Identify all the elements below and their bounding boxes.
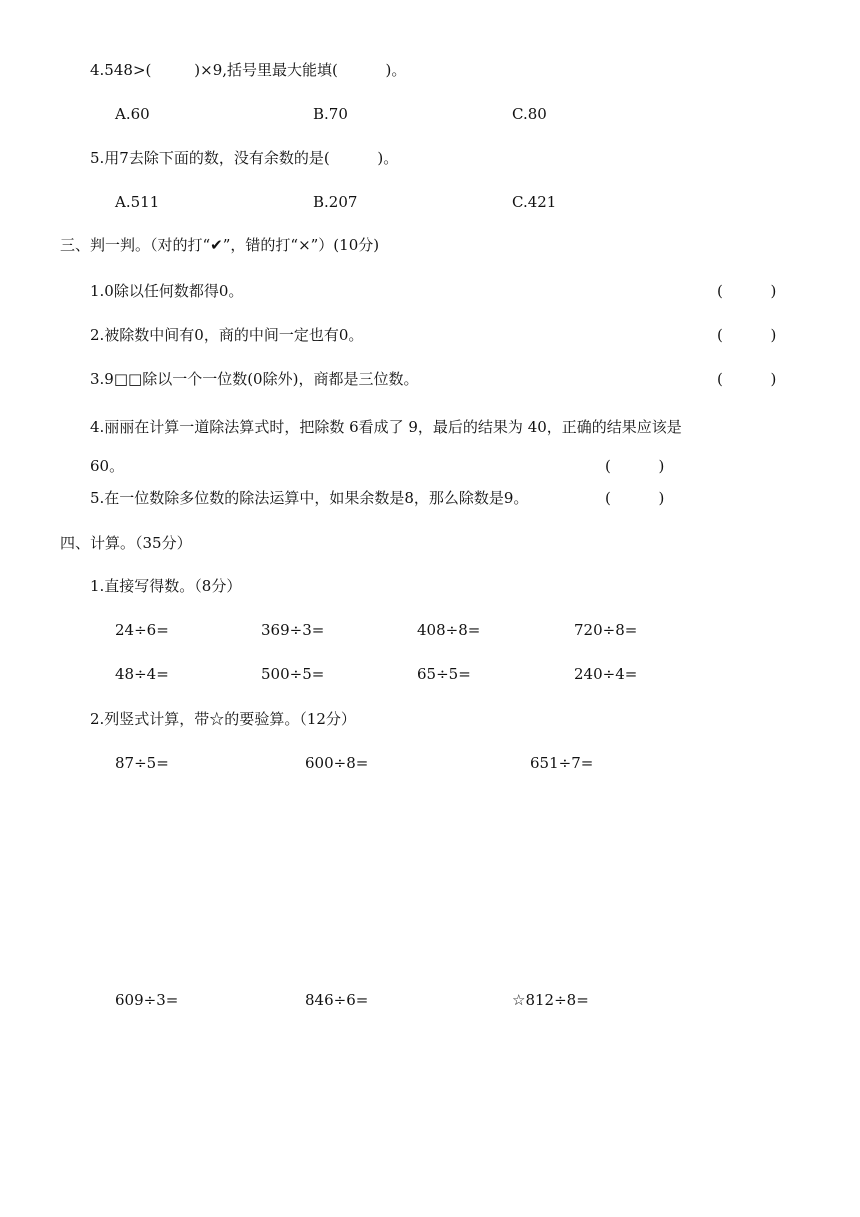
vertical-calc-item: 846÷6= <box>305 991 369 1009</box>
judge-item-4-answer-blank[interactable]: ( ) <box>605 457 665 475</box>
judge-item-5: 5.在一位数除多位数的除法运算中，如果余数是8，那么除数是9。 <box>90 489 529 507</box>
choice-q5-option-b: B.207 <box>313 193 358 211</box>
direct-calc-item: 369÷3= <box>261 621 325 639</box>
direct-calc-item: 720÷8= <box>574 621 638 639</box>
choice-q4-option-c: C.80 <box>512 105 547 123</box>
judge-item-1: 1.0除以任何数都得0。 <box>90 282 244 300</box>
direct-calc-item: 24÷6= <box>115 621 169 639</box>
direct-calc-item: 500÷5= <box>261 665 325 683</box>
choice-q4-stem: 4.548>( )×9,括号里最大能填( )。 <box>90 61 407 79</box>
vertical-calc-item: 651÷7= <box>530 754 594 772</box>
choice-q4-option-a: A.60 <box>115 105 150 123</box>
direct-calc-item: 48÷4= <box>115 665 169 683</box>
judge-item-2-answer-blank[interactable]: ( ) <box>717 326 777 344</box>
judge-item-3-answer-blank[interactable]: ( ) <box>717 370 777 388</box>
choice-q5-option-a: A.511 <box>115 193 160 211</box>
vertical-calc-item: 609÷3= <box>115 991 179 1009</box>
vertical-calc-item: ☆812÷8= <box>512 991 589 1009</box>
judge-item-2: 2.被除数中间有0，商的中间一定也有0。 <box>90 326 364 344</box>
judge-item-3: 3.9□□除以一个一位数(0除外)，商都是三位数。 <box>90 370 419 388</box>
choice-q4-option-b: B.70 <box>313 105 348 123</box>
direct-calc-item: 408÷8= <box>417 621 481 639</box>
calc-part2-title: 2.列竖式计算，带☆的要验算。（12分） <box>90 710 356 728</box>
vertical-calc-item: 600÷8= <box>305 754 369 772</box>
judge-item-4-continued: 60。 <box>90 457 125 475</box>
calc-section-heading: 四、计算。（35分） <box>60 534 192 552</box>
choice-q5-stem: 5.用7去除下面的数，没有余数的是( )。 <box>90 149 399 167</box>
direct-calc-item: 240÷4= <box>574 665 638 683</box>
judge-item-5-answer-blank[interactable]: ( ) <box>605 489 665 507</box>
judge-item-1-answer-blank[interactable]: ( ) <box>717 282 777 300</box>
judge-item-4: 4.丽丽在计算一道除法算式时，把除数 6看成了 9，最后的结果为 40，正确的结果应该是 <box>90 418 682 436</box>
judge-section-heading: 三、判一判。（对的打“✔”，错的打“×”）(10分) <box>60 236 380 254</box>
calc-part1-title: 1.直接写得数。（8分） <box>90 577 242 595</box>
vertical-calc-item: 87÷5= <box>115 754 169 772</box>
direct-calc-item: 65÷5= <box>417 665 471 683</box>
choice-q5-option-c: C.421 <box>512 193 557 211</box>
